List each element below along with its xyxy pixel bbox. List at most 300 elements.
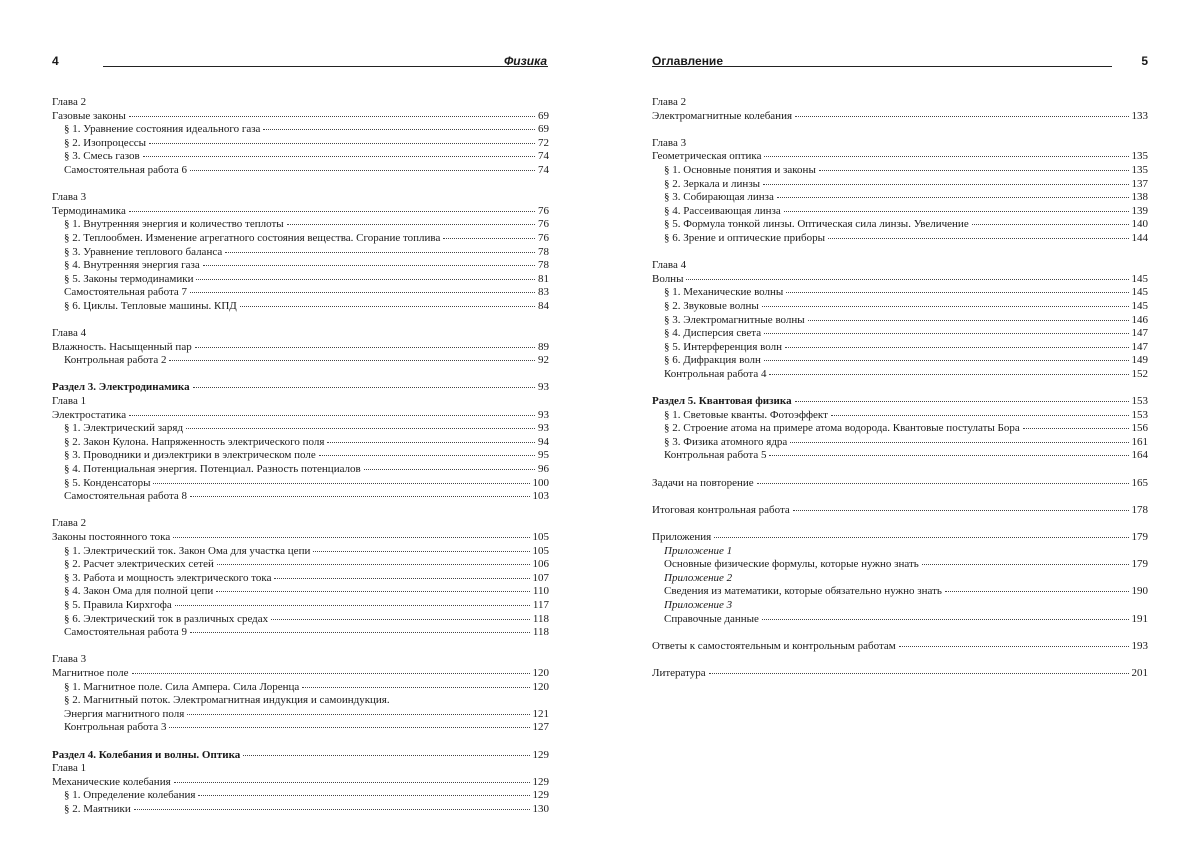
dot-leader	[195, 347, 535, 348]
toc-entry-title: Влажность. Насыщенный пар	[52, 340, 192, 353]
toc-entry-title: Геометрическая оптика	[652, 150, 762, 163]
toc-entry-title: § 1. Магнитное поле. Сила Ампера. Сила Лоренца	[64, 680, 300, 693]
toc-entry-page: 144	[1131, 231, 1148, 244]
toc-entry	[52, 477, 549, 491]
toc-entry-page: 138	[1131, 191, 1148, 204]
toc-entry-page: 145	[1131, 286, 1148, 299]
toc-entry-page: 156	[1131, 422, 1148, 435]
toc-entry-title: § 1. Определение колебания	[64, 789, 196, 802]
toc-entry-title: Раздел 5. Квантовая физика	[652, 395, 792, 408]
dot-leader	[757, 483, 1129, 484]
toc-entry-title: § 5. Законы термодинамики	[64, 272, 194, 285]
spacer	[652, 490, 1148, 504]
toc-entry	[52, 191, 549, 205]
toc-entry	[52, 585, 549, 599]
toc-entry	[652, 341, 1148, 355]
dot-leader	[784, 211, 1129, 212]
toc-entry-page: 129	[532, 775, 549, 788]
toc-entry	[52, 531, 549, 545]
dot-leader	[274, 578, 529, 579]
toc-entry	[52, 572, 549, 586]
dot-leader	[945, 591, 1129, 592]
toc-entry	[652, 531, 1148, 545]
toc-entry-title: Раздел 3. Электродинамика	[52, 381, 190, 394]
toc-entry-title: § 1. Световые кванты. Фотоэффект	[664, 408, 828, 421]
dot-leader	[709, 673, 1129, 674]
dot-leader	[174, 782, 530, 783]
toc-entry-title: Глава 1	[52, 395, 87, 408]
dot-leader	[190, 496, 529, 497]
dot-leader	[764, 333, 1128, 334]
toc-entry-title: § 2. Зеркала и линзы	[664, 177, 761, 190]
toc-entry-title: Контрольная работа 3	[64, 721, 167, 734]
toc-entry-page: 153	[1131, 395, 1148, 408]
toc-entry-page: 118	[532, 626, 549, 639]
toc-entry-title: Контрольная работа 5	[664, 449, 767, 462]
toc-entry	[52, 708, 549, 722]
spacer	[652, 123, 1148, 137]
dot-leader	[1023, 428, 1129, 429]
toc-entry-title: § 4. Дисперсия света	[664, 327, 762, 340]
table-of-contents	[52, 96, 549, 816]
toc-entry-title: § 3. Собирающая линза	[664, 191, 774, 204]
toc-entry	[652, 572, 1148, 586]
dot-leader	[129, 116, 535, 117]
toc-entry-page: 76	[538, 204, 549, 217]
toc-entry	[52, 123, 549, 137]
spacer	[652, 246, 1148, 260]
table-of-contents	[652, 96, 1148, 681]
dot-leader	[129, 211, 535, 212]
toc-entry-page: 161	[1131, 435, 1148, 448]
toc-entry	[652, 477, 1148, 491]
right-page	[600, 0, 1200, 847]
toc-entry-title: § 5. Правила Кирхгофа	[64, 598, 172, 611]
toc-entry-title: § 2. Строение атома на примере атома водорода. Квантовые постулаты Бора	[664, 422, 1020, 435]
toc-entry-title: Газовые законы	[52, 109, 126, 122]
spacer	[52, 368, 549, 382]
toc-entry-title: Глава 3	[52, 653, 87, 666]
toc-entry	[52, 110, 549, 124]
dot-leader	[686, 279, 1128, 280]
dot-leader	[143, 156, 535, 157]
spacer	[52, 178, 549, 192]
spacer	[52, 640, 549, 654]
toc-entry	[52, 517, 549, 531]
toc-entry-title: Задачи на повторение	[652, 476, 754, 489]
dot-leader	[263, 129, 535, 130]
toc-entry-title: Самостоятельная работа 7	[64, 286, 188, 299]
toc-entry-title: § 2. Расчет электрических сетей	[64, 558, 214, 571]
dot-leader	[769, 374, 1128, 375]
toc-entry-page: 95	[538, 449, 549, 462]
toc-entry-title: § 2. Маятники	[64, 802, 131, 815]
toc-entry-title: § 3. Работа и мощность электрического тока	[64, 571, 272, 584]
toc-entry	[652, 205, 1148, 219]
dot-leader	[785, 347, 1129, 348]
dot-leader	[443, 238, 535, 239]
dot-leader	[193, 387, 535, 388]
toc-entry-title: Термодинамика	[52, 204, 126, 217]
spacer	[52, 735, 549, 749]
toc-entry-page: 145	[1131, 299, 1148, 312]
toc-entry	[652, 409, 1148, 423]
dot-leader	[769, 455, 1128, 456]
dot-leader	[190, 292, 535, 293]
toc-entry	[52, 436, 549, 450]
toc-entry	[52, 789, 549, 803]
toc-entry-page: 78	[538, 245, 549, 258]
toc-entry-page: 105	[532, 531, 549, 543]
toc-entry-title: Самостоятельная работа 8	[64, 490, 188, 503]
toc-entry	[52, 327, 549, 341]
toc-entry-page: 127	[532, 721, 549, 734]
toc-entry-title: Глава 4	[652, 259, 687, 272]
toc-entry	[52, 150, 549, 164]
toc-entry	[652, 286, 1148, 300]
toc-entry-page: 190	[1131, 585, 1148, 598]
dot-leader	[169, 727, 529, 728]
toc-entry-page: 146	[1131, 313, 1148, 326]
toc-entry	[52, 694, 549, 708]
dot-leader	[169, 360, 535, 361]
running-header: Физика	[503, 54, 547, 68]
toc-entry	[52, 545, 549, 559]
toc-entry	[652, 436, 1148, 450]
dot-leader	[190, 170, 535, 171]
toc-entry	[52, 409, 549, 423]
toc-entry-page: 76	[538, 218, 549, 231]
dot-leader	[899, 646, 1129, 647]
toc-entry-page: 92	[538, 354, 549, 367]
toc-entry-page: 135	[1131, 163, 1148, 176]
spacer	[652, 381, 1148, 395]
spacer	[652, 517, 1148, 531]
toc-entry-page: 76	[538, 231, 549, 244]
dot-leader	[134, 809, 530, 810]
dot-leader	[364, 469, 535, 470]
toc-entry-title: § 3. Проводники и диэлектрики в электрическом поле	[64, 449, 316, 462]
dot-leader	[187, 714, 529, 715]
toc-entry	[52, 449, 549, 463]
toc-entry-title: § 6. Электрический ток в различных средах	[64, 612, 269, 625]
toc-entry-page: 121	[532, 707, 549, 720]
spacer	[652, 626, 1148, 640]
toc-entry-title: § 4. Закон Ома для полной цепи	[64, 585, 214, 598]
toc-entry	[652, 667, 1148, 681]
toc-entry	[652, 599, 1148, 613]
toc-entry	[52, 354, 549, 368]
toc-entry	[652, 558, 1148, 572]
toc-entry-title: § 3. Уравнение теплового баланса	[64, 245, 223, 258]
toc-entry	[652, 178, 1148, 192]
toc-entry	[52, 137, 549, 151]
toc-entry-page: 78	[538, 259, 549, 272]
dot-leader	[216, 591, 530, 592]
toc-entry-title: § 3. Электромагнитные волны	[664, 313, 805, 326]
toc-entry-page: 84	[538, 299, 549, 312]
toc-entry-title: § 3. Смесь газов	[64, 150, 140, 163]
dot-leader	[714, 537, 1128, 538]
toc-entry-title: Сведения из математики, которые обязательно нужно знать	[664, 585, 942, 598]
toc-entry-page: 140	[1131, 218, 1148, 231]
dot-leader	[795, 401, 1129, 402]
toc-entry	[52, 681, 549, 695]
dot-leader	[203, 265, 535, 266]
toc-entry-title: § 4. Внутренняя энергия газа	[64, 259, 200, 272]
spacer	[652, 653, 1148, 667]
toc-entry-title: Итоговая контрольная работа	[652, 503, 790, 516]
header-rule	[103, 66, 548, 67]
toc-entry-page: 147	[1131, 327, 1148, 340]
toc-entry	[652, 218, 1148, 232]
toc-entry	[652, 150, 1148, 164]
toc-entry	[652, 110, 1148, 124]
toc-entry-page: 74	[538, 150, 549, 163]
toc-entry-title: § 5. Формула тонкой линзы. Оптическая сила линзы. Увеличение	[664, 218, 969, 231]
toc-entry	[52, 803, 549, 817]
toc-entry	[652, 613, 1148, 627]
toc-entry	[52, 246, 549, 260]
toc-entry-title: Механические колебания	[52, 775, 171, 788]
dot-leader	[271, 619, 530, 620]
toc-entry-title: § 1. Электрический заряд	[64, 422, 184, 435]
toc-entry-page: 191	[1131, 612, 1148, 625]
toc-entry	[52, 653, 549, 667]
running-header: Оглавление	[652, 54, 723, 68]
toc-entry-page: 117	[532, 598, 549, 611]
dot-leader	[764, 360, 1129, 361]
dot-leader	[922, 564, 1129, 565]
toc-entry-title: Энергия магнитного поля	[64, 707, 185, 720]
toc-entry	[52, 381, 549, 395]
toc-entry	[652, 585, 1148, 599]
spacer	[52, 504, 549, 518]
toc-entry-title: § 4. Рассеивающая линза	[664, 204, 781, 217]
toc-entry	[52, 286, 549, 300]
toc-entry	[52, 273, 549, 287]
toc-entry-title: Справочные данные	[664, 612, 759, 625]
toc-entry-title: Приложение 1	[664, 544, 733, 557]
toc-entry	[652, 300, 1148, 314]
page-number: 5	[1141, 54, 1148, 68]
toc-entry-title: § 2. Изопроцессы	[64, 136, 147, 149]
toc-entry	[52, 599, 549, 613]
toc-entry-page: 130	[532, 802, 549, 815]
toc-entry	[652, 164, 1148, 178]
toc-entry-page: 94	[538, 435, 549, 448]
toc-entry-title: Глава 3	[52, 191, 87, 204]
toc-entry-title: Основные физические формулы, которые нужно знать	[664, 558, 919, 571]
toc-entry-title: Электростатика	[52, 408, 127, 421]
toc-entry-page: 120	[532, 666, 549, 679]
dot-leader	[319, 455, 535, 456]
toc-entry-title: Приложение 3	[664, 598, 733, 611]
dot-leader	[190, 632, 530, 633]
toc-entry-page: 105	[532, 544, 549, 557]
toc-entry	[652, 422, 1148, 436]
toc-entry-title: § 1. Механические волны	[664, 286, 784, 299]
toc-entry-page: 152	[1131, 367, 1148, 380]
toc-entry-title: § 6. Зрение и оптические приборы	[664, 231, 825, 244]
dot-leader	[808, 320, 1129, 321]
toc-entry-page: 165	[1131, 476, 1148, 489]
toc-entry-page: 120	[532, 680, 549, 693]
toc-entry-page: 129	[532, 789, 549, 802]
toc-entry	[52, 613, 549, 627]
toc-entry-page: 133	[1131, 109, 1148, 122]
toc-entry-title: Контрольная работа 2	[64, 354, 167, 367]
toc-entry	[652, 96, 1148, 110]
dot-leader	[217, 564, 530, 565]
toc-entry-title: Глава 3	[652, 136, 687, 149]
dot-leader	[129, 415, 535, 416]
toc-entry-page: 164	[1131, 449, 1148, 462]
toc-entry-page: 179	[1131, 558, 1148, 571]
toc-entry-page: 96	[538, 463, 549, 476]
header-rule	[652, 66, 1112, 67]
dot-leader	[762, 306, 1129, 307]
toc-entry-title: Глава 4	[52, 327, 87, 340]
toc-entry	[652, 327, 1148, 341]
toc-entry-title: Волны	[652, 272, 684, 285]
dot-leader	[198, 795, 529, 796]
dot-leader	[777, 197, 1129, 198]
toc-entry-page: 106	[532, 558, 549, 571]
toc-entry-page: 89	[538, 340, 549, 353]
toc-entry-page: 145	[1131, 272, 1148, 285]
dot-leader	[831, 415, 1129, 416]
toc-entry-title: Приложения	[652, 531, 712, 543]
toc-entry-page: 135	[1131, 150, 1148, 163]
toc-entry-page: 81	[538, 272, 549, 285]
toc-entry-page: 83	[538, 286, 549, 299]
toc-entry	[52, 341, 549, 355]
toc-entry	[52, 300, 549, 314]
toc-entry-title: § 1. Основные понятия и законы	[664, 163, 816, 176]
toc-entry-page: 69	[538, 109, 549, 122]
dot-leader	[196, 279, 535, 280]
toc-entry-title: Глава 1	[52, 762, 87, 775]
toc-entry-page: 72	[538, 136, 549, 149]
toc-entry-title: § 5. Конденсаторы	[64, 476, 151, 489]
toc-entry-page: 118	[532, 612, 549, 625]
toc-entry	[52, 395, 549, 409]
toc-entry-title: § 3. Физика атомного ядра	[664, 435, 788, 448]
toc-entry	[652, 368, 1148, 382]
toc-entry-title: § 1. Электрический ток. Закон Ома для участка цепи	[64, 544, 311, 557]
dot-leader	[173, 537, 529, 538]
toc-entry-page: 107	[532, 571, 549, 584]
dot-leader	[828, 238, 1129, 239]
toc-entry-title: Глава 2	[52, 96, 87, 108]
toc-entry-title: § 2. Звуковые волны	[664, 299, 759, 312]
toc-entry-page: 69	[538, 123, 549, 136]
toc-entry	[652, 354, 1148, 368]
toc-entry	[52, 96, 549, 110]
toc-entry-page: 149	[1131, 354, 1148, 367]
page-number: 4	[52, 54, 59, 68]
toc-entry	[52, 721, 549, 735]
toc-entry-title: § 4. Потенциальная энергия. Потенциал. Разность потенциалов	[64, 463, 361, 476]
toc-entry-page: 74	[538, 163, 549, 176]
dot-leader	[153, 483, 529, 484]
toc-entry	[52, 205, 549, 219]
toc-entry-page: 147	[1131, 340, 1148, 353]
toc-entry	[652, 232, 1148, 246]
spacer	[652, 463, 1148, 477]
toc-entry-title: Приложение 2	[664, 571, 733, 584]
dot-leader	[764, 156, 1128, 157]
toc-entry-title: § 5. Интерференция волн	[664, 340, 782, 353]
toc-entry-title: Раздел 4. Колебания и волны. Оптика	[52, 748, 241, 761]
toc-entry-page: 201	[1131, 666, 1148, 679]
dot-leader	[313, 551, 529, 552]
dot-leader	[132, 673, 530, 674]
toc-entry-title: § 2. Теплообмен. Изменение агрегатного состояния вещества. Сгорание топлива	[64, 231, 441, 244]
toc-entry-page: 103	[532, 490, 549, 503]
dot-leader	[243, 755, 529, 756]
toc-entry-page: 100	[532, 476, 549, 489]
toc-entry-title: Глава 2	[652, 96, 687, 108]
toc-entry	[52, 558, 549, 572]
dot-leader	[819, 170, 1129, 171]
toc-entry	[52, 667, 549, 681]
toc-entry-title: Литература	[652, 666, 706, 679]
dot-leader	[327, 442, 535, 443]
toc-entry-title: Контрольная работа 4	[664, 367, 767, 380]
toc-entry	[52, 776, 549, 790]
dot-leader	[225, 252, 535, 253]
toc-entry	[52, 749, 549, 763]
toc-entry-page: 153	[1131, 408, 1148, 421]
toc-entry-title: § 1. Внутренняя энергия и количество теплоты	[64, 218, 284, 231]
toc-entry-title: Ответы к самостоятельным и контрольным работам	[652, 639, 896, 652]
toc-entry-page: 110	[532, 585, 549, 598]
toc-entry-page: 139	[1131, 204, 1148, 217]
toc-entry-page: 137	[1131, 177, 1148, 190]
toc-entry-title: Самостоятельная работа 6	[64, 163, 188, 176]
toc-entry	[652, 191, 1148, 205]
toc-entry	[52, 762, 549, 776]
toc-entry	[52, 626, 549, 640]
toc-entry-title: Электромагнитные колебания	[652, 109, 793, 122]
toc-entry-page: 193	[1131, 639, 1148, 652]
toc-entry	[652, 314, 1148, 328]
toc-entry	[52, 164, 549, 178]
toc-entry-title: § 6. Дифракция волн	[664, 354, 761, 367]
dot-leader	[302, 687, 529, 688]
dot-leader	[240, 306, 535, 307]
toc-entry	[652, 259, 1148, 273]
dot-leader	[149, 143, 535, 144]
dot-leader	[763, 184, 1128, 185]
toc-entry-page: 178	[1131, 503, 1148, 516]
toc-entry	[52, 259, 549, 273]
dot-leader	[175, 605, 530, 606]
toc-entry-page: 129	[532, 748, 549, 761]
dot-leader	[972, 224, 1129, 225]
toc-entry-title: Законы постоянного тока	[52, 531, 171, 543]
dot-leader	[287, 224, 535, 225]
toc-entry	[652, 545, 1148, 559]
toc-entry	[52, 463, 549, 477]
toc-entry-page: 93	[538, 422, 549, 435]
dot-leader	[186, 428, 535, 429]
toc-entry-page: 93	[538, 381, 549, 394]
toc-entry	[652, 504, 1148, 518]
toc-entry-title: Самостоятельная работа 9	[64, 626, 188, 639]
